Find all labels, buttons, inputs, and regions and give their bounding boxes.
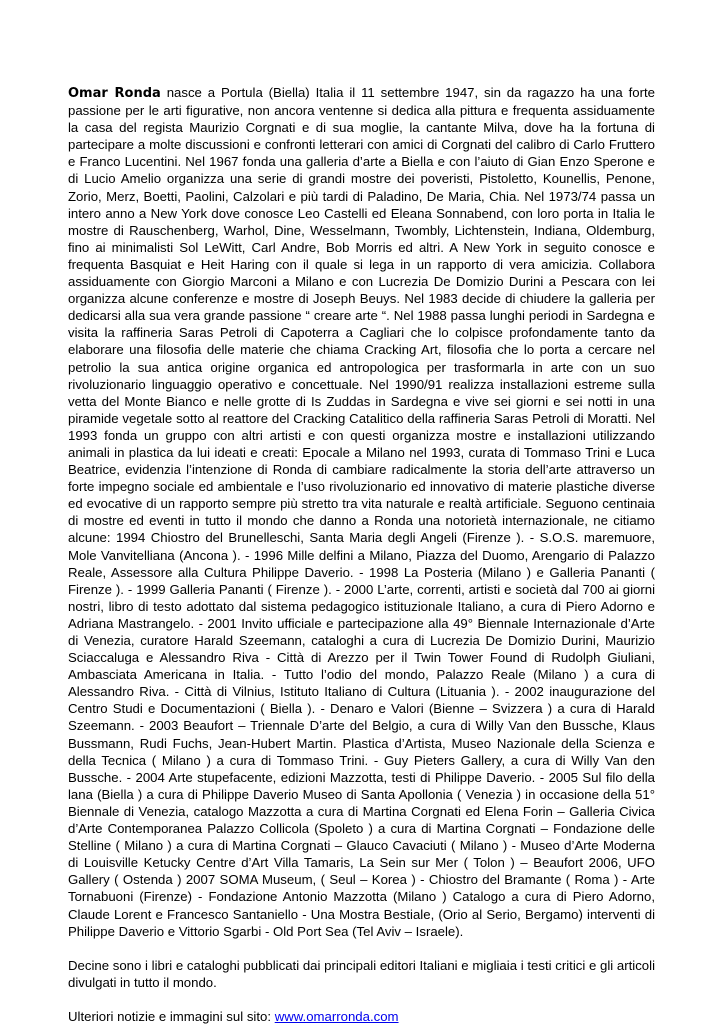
artist-name: Omar Ronda — [68, 86, 161, 101]
website-line — [68, 1008, 655, 1025]
website-link[interactable]: www.omarronda.com — [274, 1008, 399, 1024]
biography-text: nasce a Portula (Biella) Italia il 11 settembre 1947, sin da ragazzo ha una forte passione per le arti figurative, non ancora ventenne si dedica alla pittura e frequenta assiduamente la casa del regista Maurizio Corgnati e di sua moglie, la cantante Milva, dove ha la fortuna di partecipare a molte discussioni e confronti letterari con amici di Corgnati del calibro di Carlo Fruttero e Franco Lucentini. Nel 1967 fonda una galleria d’arte a Biella e con l’aiuto di Gian Enzo Sperone e di Lucio Amelio organizza una serie di grandi mostre dei poveristi, Pistoletto, Kounellis, Penone, Zorio, Merz, Boetti, Paolini, Calzolari e più tardi di Paladino, De Maria, Chia. Nel 1973/74 passa un intero anno a New York dove conosce Leo Castelli ed Eleana Sonnabend, con loro porta in Italia le mostre di Rauschenberg, Warhol, Dine, Wesselmann, Twombly, Lichtenstein, Indiana, Oldemburg, fino ai minimalisti Sol LeWitt, Carl Andre, Bob Morris ed altri. A New York in seguito conosce e frequenta Basquiat e Heit Haring con il quale si lega in un rapporto di vera amicizia. Collabora assiduamente con Giorgio Marconi a Milano e con Lucrezia De Domizio Durini a Pescara con lei organizza alcune conferenze e mostre di Joseph Beuys. Nel 1983 decide di chiudere la galleria per dedicarsi alla sua vera grande passione “ creare arte “. Nel 1988 passa lunghi periodi in Sardegna e visita la raffineria Saras Petroli di Capoterra a Cagliari che lo colpisce profondamente tanto da elaborare una filosofia delle materie che chiama Cracking Art, filosofia che lo porta a cercare nel petrolio la sua antica origine organica ed antropologica per trasformarla in arte con un suo rivoluzionario linguaggio operativo e concettuale. Nel 1990/91 realizza installazioni estreme sulla vetta del Monte Bianco e nelle grotte di Is Zuddas in Sardegna e vive sei giorni e sei notti in una piramide vegetale sotto al reattore del Cracking Catalitico della raffineria Saras Petroli di Moratti. Nel 1993 fonda un gruppo con altri artisti e con questi organizza mostre e installazioni utilizzando animali in plastica da lui ideati e creati: Epocale a Milano nel 1993, curata di Tommaso Trini e Luca Beatrice, evidenzia l’intenzione di Ronda di cambiare radicalmente la storia dell’arte attraverso un forte impegno sociale ed ambientale e l’uso rivoluzionario ed innovativo di materie plastiche diverse ed evocative di un rapporto sempre più stretto tra vita naturale e realtà artificiale. Seguono centinaia di mostre ed eventi in tutto il mondo che danno a Ronda una notorietà internazionale, ne citiamo alcune: 1994 Chiostro del Brunelleschi, Santa Maria degli Angeli (Firenze ). - S.O.S. maremuore, Mole Vanvitelliana (Ancona ). - 1996 Mille delfini a Milano, Piazza del Duomo, Arengario di Palazzo Reale, Assessore alla Cultura Philippe Daverio. - 1998 La Posteria (Milano ) e Galleria Pananti ( Firenze ). - 1999 Galleria Pananti ( Firenze ). - 2000 L’arte, correnti, artisti e società dal 700 ai giorni nostri, libro di testo adottato dal sistema pedagogico istituzionale Italiano, a cura di Piero Adorno e Adriana Mastrangelo. - 2001 Invito ufficiale e partecipazione alla 49° Biennale Internazionale d’Arte di Venezia, curatore Harald Szeemann, cataloghi a cura di Lucrezia De Domizio Durini, Maurizio Sciaccaluga e Alessandro Riva - Città di Arezzo per il Twin Tower Found di Rudolph Giuliani, Ambasciata Americana in Italia. - Tutto l’odio del mondo, Palazzo Reale (Milano ) a cura di Alessandro Riva. - Città di Vilnius, Istituto Italiano di Cultura (Lituania ). - 2002 inaugurazione del Centro Studi e Documentazioni ( Biella ). - Denaro e Valori (Bienne – Svizzera ) a cura di Harald Szeemann. - 2003 Beaufort – Triennale D’arte del Belgio, a cura di Willy Van den Bussche, Klaus Bussmann, Rudi Fuchs, Jean-Hubert Martin. Plastica d’Artista, Museo Nazionale della Scienza e della Tecnica ( Milano ) a cura di Tommaso Trini. - Guy Pieters Gallery, a cura di Willy Van den Bussche. - 2004 Arte stupefacente, edizioni Mazzotta, testi di Philippe Daverio. - 2005 Sul filo della lana (Biella ) a cura di Philippe Daverio Museo di Santa Apollonia ( Venezia ) in occasione della 51° Biennale di Venezia, catalogo Mazzotta a cura di Martina Corgnati ed Elena Forin – Galleria Civica d’Arte Contemporanea Palazzo Collicola (Spoleto ) a cura di Martina Corgnati – Fondazione delle Stelline ( Milano ) a cura di Martina Corgnati – Glauco Cavaciuti ( Milano ) - Museo d’Arte Moderna di Louisville Ketucky Centre d’Art Villa Tamaris, La Sein sur Mer ( Tolon ) – Beaufort 2006, UFO Gallery ( Ostenda ) 2007 SOMA Museum, ( Seul – Korea ) - Chiostro del Bramante ( Roma ) - Arte Tornabuoni (Firenze) - Fondazione Antonio Mazzotta (Milano ) Catalogo a cura di Piero Adorno, Claude Lorent e Francesco Santaniello - Una Mostra Bestiale, (Orio al Serio, Bergamo) interventi di Philippe Daverio e Vittorio Sgarbi - Old Port Sea (Tel Aviv – Israele). — [68, 85, 655, 939]
website-label: Ulteriori notizie e immagini sul sito: — [68, 1008, 275, 1024]
publications-paragraph: Decine sono i libri e cataloghi pubblicati dai principali editori Italiani e migliaia i testi critici e gli articoli divulgati in tutto il mondo. — [68, 957, 655, 990]
biography-paragraph — [68, 84, 655, 940]
document-page — [68, 84, 655, 1025]
